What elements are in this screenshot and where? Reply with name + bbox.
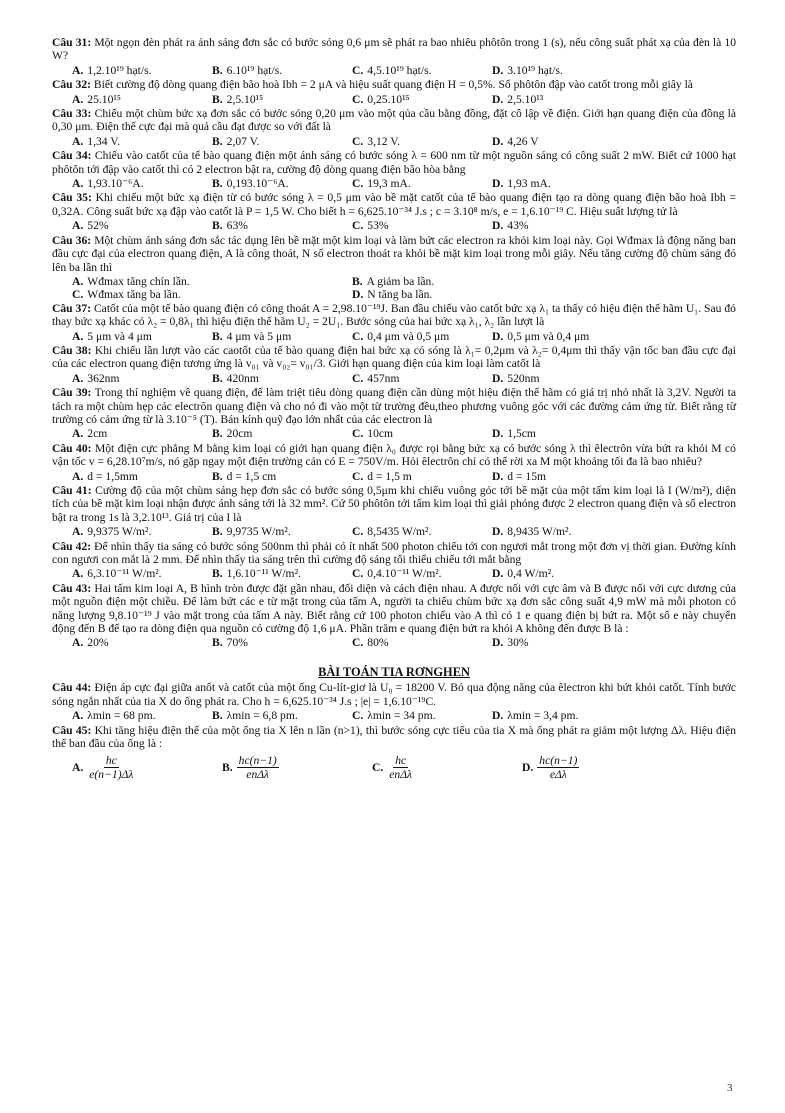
option-text: 20%	[87, 636, 109, 650]
question-label: Câu 32:	[52, 78, 91, 92]
answer-option[interactable]	[212, 709, 352, 722]
answer-option[interactable]	[212, 219, 352, 232]
option-text: λmin = 34 pm.	[367, 709, 436, 723]
formula-fraction	[537, 754, 579, 781]
option-letter: A.	[72, 709, 84, 723]
question-text: Trong thí nghiệm về quang điện, để làm triệt tiêu dòng quang điện cần dùng một hiệu điện thế hãm có giá trị nhỏ nhất là 3,2V. Người ta tách ra một chùm hẹp các electrôn quang điện và cho nó đi vào một từ trường đều,theo phương vuông góc với các đường cảm ứng từ. Biết rằng từ trường có cảm ứng từ là 3.10⁻⁵ (T). Bán kính quỹ đạo lớn nhất của các electron là	[52, 386, 736, 426]
answer-option[interactable]	[72, 93, 212, 106]
option-letter: B.	[212, 525, 223, 539]
answer-option[interactable]	[492, 177, 632, 190]
option-text: 1,34 V.	[87, 134, 121, 148]
option-letter: A.	[72, 63, 84, 77]
question-label: Câu 45:	[52, 723, 92, 737]
option-letter: D.	[492, 567, 504, 581]
option-text: 70%	[226, 636, 248, 650]
question-text: Cường độ của một chùm sáng hẹp đơn sắc có bước sóng 0,5μm khi chiếu vuông góc tới bề mặt của một tấm kim loại là I (W/m²), diện tích của bề mặt kim loại nhận được ánh sáng tới là 32 mm². Cứ 50 phôtôn tới tấm kim loại thì giải phóng được 2 electron quang điện và số electron bật ra trong 1s là 3,2.10¹³. Giá trị của I là	[52, 484, 736, 524]
option-letter: D.	[492, 134, 504, 148]
question-label: Câu 42:	[52, 539, 92, 553]
answer-option[interactable]	[72, 64, 212, 77]
option-letter: A.	[72, 567, 84, 581]
answer-options	[52, 177, 736, 190]
question-text: Khi chiếu lần lượt vào các caotốt của tế bào quang điện hai bức xạ có sóng là λ₁= 0,2μm và λ₂= 0,4μm thì thấy vận tốc ban đầu cực đại của các electron quang điện tương ứng là v₀₁ và v₀₂= v₀₁/3. Giới hạn quang điện của kim loại làm catốt là	[52, 343, 736, 371]
option-text: 5 μm và 4 μm	[87, 329, 152, 343]
question-label: Câu 36:	[52, 233, 92, 247]
question-text: Chiếu vào catốt của tế bào quang điện một ánh sáng có bước sóng λ = 600 nm từ một nguồn sáng có công suất 2 mW. Biết cứ 1000 hạt phôtôn tới đập vào catốt thì có 2 electron bật ra, cường độ dòng quang điện bão hòa bằng	[52, 149, 736, 176]
option-letter: C.	[352, 177, 364, 191]
option-letter: D.	[492, 427, 504, 441]
option-letter: C.	[372, 761, 384, 775]
option-letter: D.	[352, 288, 364, 302]
option-letter: D.	[522, 761, 534, 775]
option-text: 8,9435 W/m².	[507, 525, 572, 539]
option-letter: B.	[212, 92, 223, 106]
option-letter: B.	[212, 177, 223, 191]
answer-option[interactable]	[352, 636, 492, 649]
option-letter: A.	[72, 329, 84, 343]
option-text: 0,193.10⁻⁶A.	[226, 177, 289, 191]
option-letter: C.	[352, 636, 364, 650]
answer-options	[52, 525, 736, 538]
answer-options	[52, 275, 736, 302]
option-letter: D.	[492, 219, 504, 233]
answer-option[interactable]	[352, 64, 492, 77]
option-text: 0,25.10¹⁵	[367, 92, 410, 106]
answer-options	[52, 330, 736, 343]
question-text: Một ngọn đèn phát ra ánh sáng đơn sắc có bước sóng 0,6 μm sẽ phát ra bao nhiêu phôtôn trong 1 (s), nếu công suất phát xạ của đèn là 10 W?	[52, 36, 736, 63]
question	[52, 344, 736, 371]
answer-options	[52, 636, 736, 649]
answer-options	[52, 427, 736, 440]
question	[52, 191, 736, 218]
question-text: Chiếu một chùm bức xạ đơn sắc có bước sóng 0,20 μm vào một qủa cầu bằng đồng, đặt cô lập về điện. Giới hạn quang điện của đồng là 0,30 μm. Điện thế cực đại mà quả cầu đạt được so với đất là	[52, 107, 736, 134]
answer-option[interactable]	[212, 470, 352, 483]
option-text: 2cm	[87, 427, 108, 441]
answer-options	[52, 372, 736, 385]
answer-option[interactable]	[352, 709, 492, 722]
answer-option[interactable]	[492, 219, 632, 232]
question	[52, 302, 736, 329]
option-text: 63%	[226, 219, 248, 233]
option-text: 1,5cm	[507, 427, 536, 441]
answer-option[interactable]	[352, 135, 492, 148]
answer-option[interactable]	[212, 64, 352, 77]
answer-options	[52, 709, 736, 722]
question-label: Câu 43:	[52, 581, 92, 595]
option-text: 4,26 V	[507, 134, 539, 148]
answer-option[interactable]	[72, 427, 212, 440]
option-text: 2,5.10¹³	[507, 92, 544, 106]
option-letter: D.	[492, 371, 504, 385]
question-label: Câu 33:	[52, 107, 92, 121]
option-letter: C.	[352, 63, 364, 77]
option-letter: D.	[492, 469, 504, 483]
option-text: 9,9735 W/m².	[226, 525, 291, 539]
formula-fraction	[387, 754, 414, 781]
option-letter: B.	[212, 709, 223, 723]
answer-option[interactable]	[352, 93, 492, 106]
section-title: BÀI TOÁN TIA RƠNGHEN	[318, 664, 470, 679]
answer-option[interactable]	[212, 93, 352, 106]
option-letter: B.	[212, 469, 223, 483]
question-text: Hai tấm kim loại A, B hình tròn được đặt gần nhau, đối diện và cách điện nhau. A được nối với cực âm và B được nối với cực dương của một nguồn điện một chiều. Để làm bứt các e từ mặt trong của tấm A, người ta chiếu chùm bức xạ đơn sắc công suất 4,9 mW mà mỗi photon có năng lượng 9,8.10⁻¹⁹ J vào mặt trong của tấm A này. Biết rằng cứ 100 photon chiếu vào A thì có 1 e quang điện bị bứt ra. Một số e này chuyển động đến B để tạo ra dòng điện qua nguồn có cường độ 1,6 μA. Phần trăm e quang điện bứt ra khỏi A không đến được B là :	[52, 581, 736, 636]
answer-option[interactable]	[352, 427, 492, 440]
answer-option[interactable]	[492, 64, 632, 77]
question-label: Câu 41:	[52, 484, 92, 497]
denominator: enΔλ	[389, 768, 413, 782]
answer-option[interactable]	[72, 636, 212, 649]
answer-option[interactable]	[72, 525, 212, 538]
option-text: 3.10¹⁹ hạt/s.	[507, 63, 563, 77]
answer-option[interactable]	[492, 330, 632, 343]
option-letter: A.	[72, 525, 84, 539]
option-letter: C.	[352, 219, 364, 233]
option-letter: C.	[352, 567, 364, 581]
answer-option[interactable]	[212, 636, 352, 649]
option-letter: C.	[352, 709, 364, 723]
numerator: hc	[395, 754, 407, 768]
formula-fraction	[87, 754, 135, 781]
option-letter: C.	[352, 469, 364, 483]
option-text: 19,3 mA.	[367, 177, 411, 191]
question	[52, 681, 736, 708]
answer-option[interactable]	[492, 525, 632, 538]
option-letter: D.	[492, 525, 504, 539]
option-letter: A.	[72, 219, 84, 233]
option-letter: A.	[72, 92, 84, 106]
option-text: 2,5.10¹⁵	[226, 92, 264, 106]
answer-option[interactable]	[222, 754, 372, 781]
option-text: 1,2.10¹⁹ hạt/s.	[87, 63, 152, 77]
answer-option[interactable]	[492, 135, 632, 148]
option-letter: B.	[212, 134, 223, 148]
question	[52, 724, 736, 751]
option-letter: A.	[72, 469, 84, 483]
question-label: Câu 37:	[52, 301, 92, 315]
option-text: 0,4 W/m².	[507, 567, 555, 581]
answer-option[interactable]	[72, 288, 212, 301]
option-text: λmin = 68 pm.	[87, 709, 156, 723]
question	[52, 484, 736, 524]
option-letter: C.	[352, 427, 364, 441]
option-letter: B.	[352, 274, 363, 288]
answer-option[interactable]	[72, 754, 222, 781]
answer-option[interactable]	[352, 567, 492, 580]
option-letter: B.	[212, 427, 223, 441]
option-text: 30%	[507, 636, 529, 650]
numerator: hc(n−1)	[238, 754, 277, 768]
question	[52, 107, 736, 134]
option-letter: A.	[72, 274, 84, 288]
option-letter: D.	[492, 177, 504, 191]
option-letter: D.	[492, 709, 504, 723]
question-text: Khi chiếu một bức xạ điện từ có bước sóng λ = 0,5 μm vào bề mặt catốt của tế bào quang điện tạo ra dòng quang điện bão hoà Ibh = 0,32A. Công suất bức xạ đập vào catốt là P = 1,5 W. Cho biết h = 6,625.10⁻³⁴ J.s ; c = 3.10⁸ m/s, e = 1,6.10⁻¹⁹ C. Hiệu suất lượng tử là	[52, 191, 736, 218]
answer-option[interactable]	[492, 567, 632, 580]
option-text: 80%	[367, 636, 389, 650]
answer-option[interactable]	[492, 636, 632, 649]
answer-option[interactable]	[212, 330, 352, 343]
option-letter: B.	[212, 329, 223, 343]
question	[52, 442, 736, 469]
answer-option[interactable]	[72, 135, 212, 148]
answer-option[interactable]	[492, 427, 632, 440]
option-text: Wđmax tăng chín lần.	[87, 274, 190, 288]
q45-options	[52, 754, 736, 781]
answer-option[interactable]	[212, 525, 352, 538]
option-text: 1,93.10⁻⁶A.	[87, 177, 144, 191]
question-text: Biết cường độ dòng quang điện bão hoà Ibh = 2 μA và hiệu suất quang điện H = 0,5%. Số phôtôn đập vào catốt trong mỗi giây là	[93, 78, 693, 92]
denominator: e(n−1)Δλ	[89, 768, 134, 782]
option-letter: C.	[352, 329, 364, 343]
answer-options	[52, 219, 736, 232]
option-text: 53%	[367, 219, 389, 233]
option-text: Wđmax tăng ba lần.	[87, 288, 181, 302]
option-text: A giảm ba lần.	[366, 274, 435, 288]
question-text: Một chùm ánh sáng đơn sắc tác dụng lên bề mặt một kim loại và làm bứt các electron ra khỏi kim loại này. Gọi Wđmax là động năng ban đầu cực đại của electron quang điện, A là công thoát, N số electron thoát ra khỏi bề mặt kim loại trong mỗi giây. Nếu tăng cường độ chùm sáng đó lên ba lần thì	[52, 233, 736, 274]
option-text: 25.10¹⁵	[87, 92, 121, 106]
option-text: 2,07 V.	[226, 134, 260, 148]
question-label: Câu 35:	[52, 191, 92, 205]
option-text: 6,3.10⁻¹¹ W/m².	[87, 567, 162, 581]
answer-option[interactable]	[372, 754, 522, 781]
question	[52, 149, 736, 176]
answer-option[interactable]	[72, 372, 212, 385]
answer-option[interactable]	[212, 372, 352, 385]
option-text: 1,93 mA.	[507, 177, 551, 191]
option-text: λmin = 6,8 pm.	[226, 709, 298, 723]
option-letter: D.	[492, 329, 504, 343]
question	[52, 36, 736, 63]
option-text: 43%	[507, 219, 529, 233]
question-label: Câu 44:	[52, 681, 92, 695]
answer-option[interactable]	[352, 470, 492, 483]
question-list-2	[52, 681, 736, 750]
option-text: 6.10¹⁹ hạt/s.	[226, 63, 283, 77]
question	[52, 386, 736, 426]
question-label: Câu 34:	[52, 149, 92, 163]
question-label: Câu 38:	[52, 343, 92, 357]
question-text: Để nhìn thấy tia sáng có bước sóng 500nm thì phải có ít nhất 500 photon chiếu tới con ngươi mắt trong một đơn vị thời gian. Đường kính con ngươi con mắt là 2 mm. Để nhìn thấy tia sáng trên thì cường độ sáng tối thiểu chiếu tới mắt bằng	[52, 539, 736, 567]
option-text: 0,5 μm và 0,4 μm	[507, 329, 590, 343]
option-text: 0,4 μm và 0,5 μm	[367, 329, 450, 343]
answer-options	[52, 93, 736, 106]
question-label: Câu 31:	[52, 36, 92, 49]
option-text: N tăng ba lần.	[367, 288, 433, 302]
answer-option[interactable]	[492, 372, 632, 385]
option-text: 4 μm và 5 μm	[226, 329, 292, 343]
option-letter: C.	[352, 92, 364, 106]
answer-option[interactable]	[492, 709, 632, 722]
option-letter: A.	[72, 636, 84, 650]
answer-options	[52, 135, 736, 148]
option-letter: A.	[72, 134, 84, 148]
numerator: hc(n−1)	[539, 754, 578, 768]
option-letter: B.	[212, 63, 223, 77]
option-letter: A.	[72, 371, 84, 385]
question	[52, 540, 736, 567]
denominator: eΔλ	[549, 768, 567, 782]
option-letter: C.	[352, 134, 364, 148]
answer-option[interactable]	[352, 372, 492, 385]
answer-option[interactable]	[492, 93, 632, 106]
question-text: Khi tăng hiệu điện thế của một ống tia X lên n lần (n>1), thì bước sóng cực tiểu của tia X mà ống phát ra giảm một lượng Δλ. Hiệu điện thế ban đầu của ống là :	[52, 723, 736, 750]
option-letter: B.	[212, 567, 223, 581]
option-letter: C.	[352, 371, 364, 385]
option-text: 4,5.10¹⁹ hạt/s.	[367, 63, 432, 77]
option-letter: D.	[492, 92, 504, 106]
option-text: 9,9375 W/m².	[87, 525, 152, 539]
question-text: Catốt của một tế bào quang điện có công thoát A = 2,98.10⁻¹⁹J. Ban đầu chiếu vào catốt bức xạ λ₁ ta thấy có hiệu điện thế hãm U₁. Sau đó thay bức xạ khác có λ₂ = 0,8λ₁ thì hiệu điện thế hãm U₂ = 2U₁. Bước sóng của hai bức xạ λ₁, λ₂ lần lượt là	[52, 301, 736, 329]
option-letter: A.	[72, 177, 84, 191]
option-letter: B.	[222, 761, 233, 775]
option-text: λmin = 3,4 pm.	[507, 709, 579, 723]
option-text: d = 15m	[507, 469, 547, 483]
option-text: d = 1,5 m	[367, 469, 412, 483]
option-text: 20cm	[226, 427, 253, 441]
option-letter: B.	[212, 636, 223, 650]
answer-option[interactable]	[352, 275, 492, 288]
option-letter: D.	[492, 636, 504, 650]
option-text: d = 1,5mm	[87, 469, 138, 483]
answer-options	[52, 470, 736, 483]
answer-option[interactable]	[212, 135, 352, 148]
answer-option[interactable]	[72, 567, 212, 580]
option-text: 0,4.10⁻¹¹ W/m².	[367, 567, 442, 581]
option-text: 8,5435 W/m².	[367, 525, 432, 539]
answer-option[interactable]	[352, 525, 492, 538]
answer-options	[52, 64, 736, 77]
question	[52, 582, 736, 636]
question-text: Điện áp cực đại giữa anốt và catốt của một ống Cu-lít-giơ là U₀ = 18200 V. Bỏ qua động năng của êlectron khi bứt khỏi catốt. Tính bước sóng ngắn nhất của tia X do ống phát ra. Cho h = 6,625.10⁻³⁴ J.s ; |e| = 1,6.10⁻¹⁹C.	[52, 681, 736, 708]
answer-option[interactable]	[492, 470, 632, 483]
option-text: 420nm	[226, 371, 259, 385]
option-text: 520nm	[507, 371, 540, 385]
answer-option[interactable]	[72, 275, 212, 288]
option-text: 3,12 V.	[367, 134, 401, 148]
answer-option[interactable]	[72, 330, 212, 343]
option-text: d = 1,5 cm	[226, 469, 277, 483]
question	[52, 78, 736, 91]
option-letter: D.	[492, 63, 504, 77]
answer-option[interactable]	[72, 177, 212, 190]
answer-option[interactable]	[72, 470, 212, 483]
option-letter: A.	[72, 427, 84, 441]
option-text: 52%	[87, 219, 109, 233]
answer-option[interactable]	[352, 177, 492, 190]
answer-options	[52, 567, 736, 580]
question	[52, 234, 736, 274]
answer-option[interactable]	[352, 219, 492, 232]
question-list	[52, 36, 736, 650]
option-letter: B.	[212, 219, 223, 233]
answer-option[interactable]	[212, 427, 352, 440]
answer-option[interactable]	[352, 288, 492, 301]
question-label: Câu 39:	[52, 386, 92, 400]
answer-option[interactable]	[212, 177, 352, 190]
answer-option[interactable]	[212, 567, 352, 580]
option-text: 362nm	[87, 371, 120, 385]
document-page	[52, 36, 736, 781]
option-letter: A.	[72, 761, 84, 775]
option-text: 457nm	[367, 371, 400, 385]
answer-option[interactable]	[72, 219, 212, 232]
answer-option[interactable]	[72, 709, 212, 722]
question-text: Một điện cực phẳng M bằng kim loại có giới hạn quang điện λ₀ được rọi bằng bức xạ có bước sóng λ thì êlectrôn vừa bứt ra khỏi M có vận tốc v = 6,28.10⁷m/s, nó gặp ngay một điện trường cản có E = 750V/m. Hỏi êlectrôn chỉ có thể rời xa M một khoảng tối đa là bao nhiêu?	[52, 441, 736, 469]
numerator: hc	[105, 754, 117, 768]
answer-option[interactable]	[352, 330, 492, 343]
option-letter: C.	[352, 525, 364, 539]
denominator: enΔλ	[246, 768, 270, 782]
option-text: 10cm	[367, 427, 394, 441]
page-number: 3	[727, 1082, 733, 1094]
option-text: 1,6.10⁻¹¹ W/m².	[226, 567, 301, 581]
option-letter: B.	[212, 371, 223, 385]
formula-fraction	[237, 754, 279, 781]
option-letter: C.	[72, 288, 84, 302]
answer-option[interactable]	[522, 754, 672, 781]
question-label: Câu 40:	[52, 441, 92, 455]
